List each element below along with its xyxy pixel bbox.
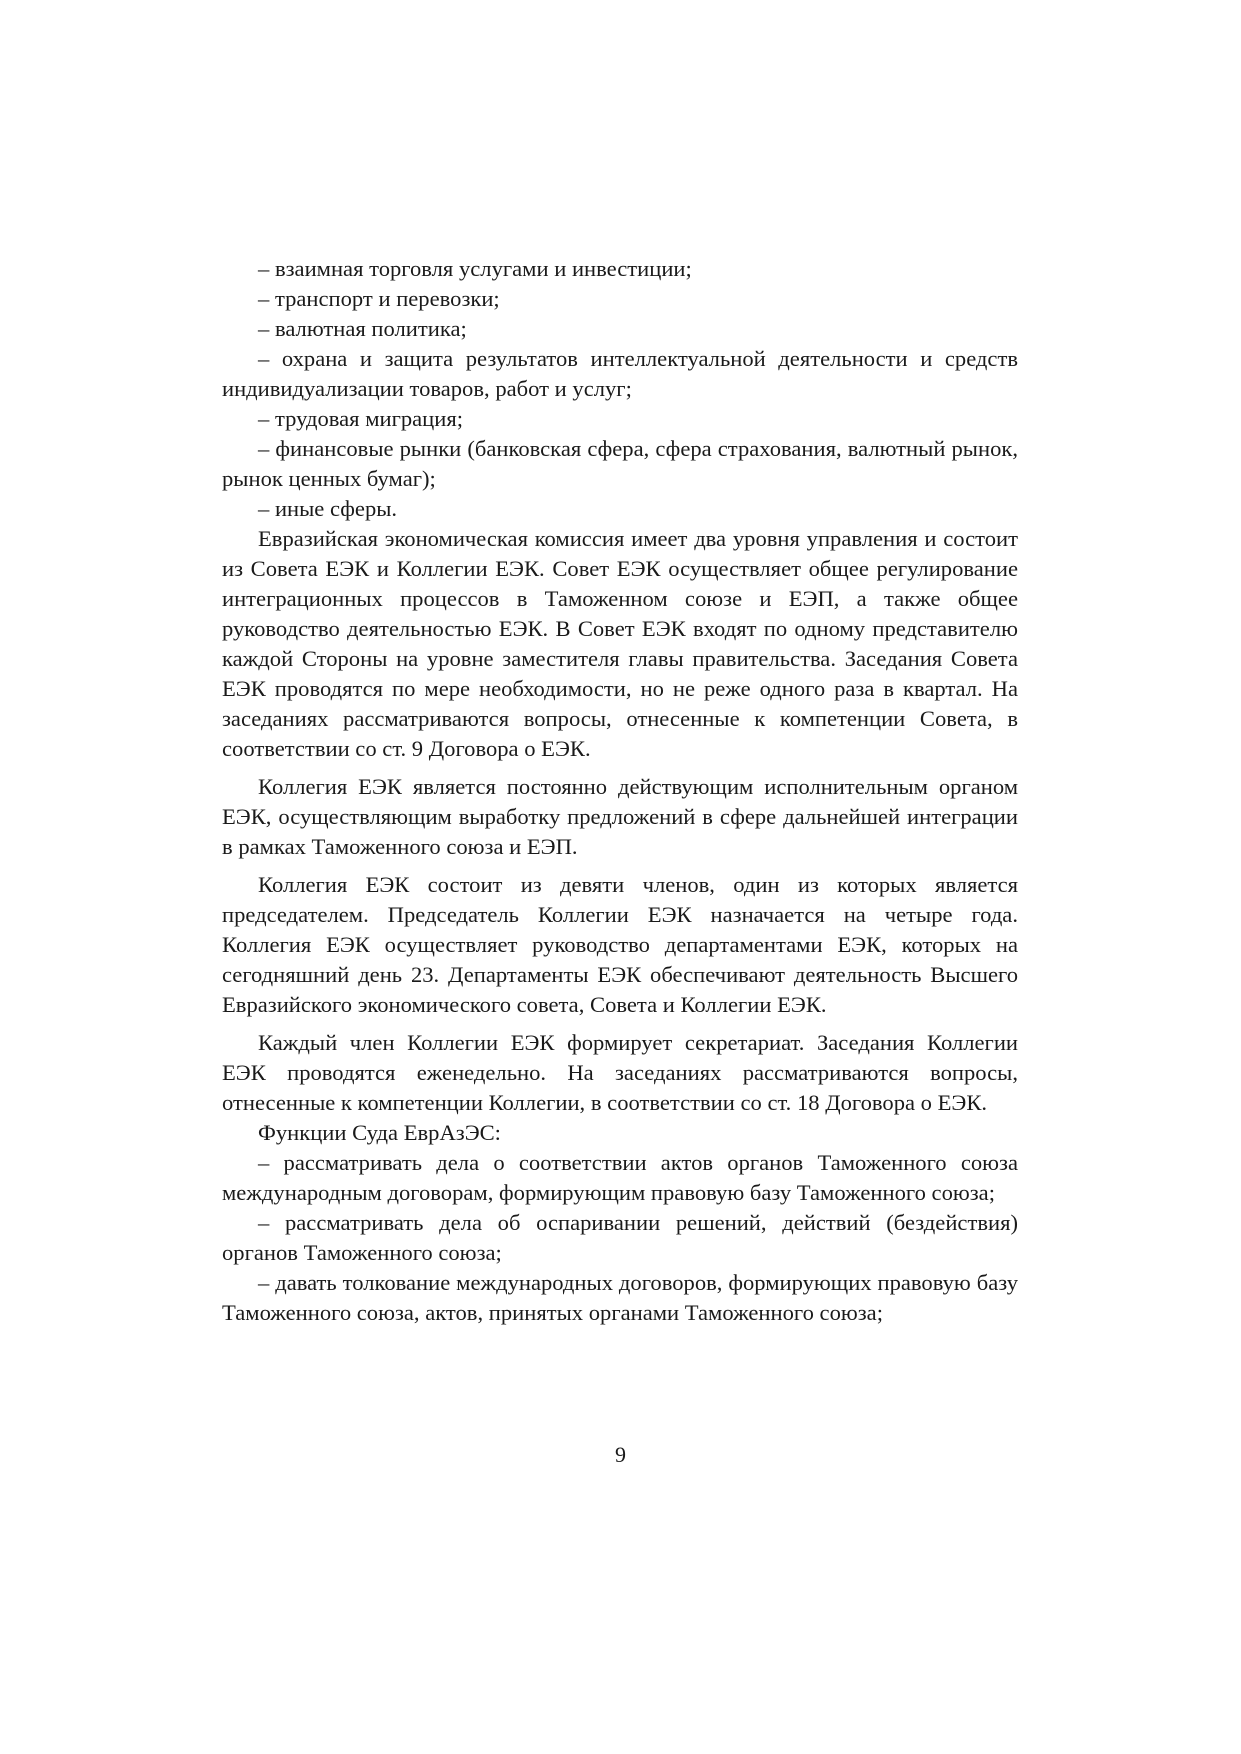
list-item-other-spheres: – иные сферы.: [258, 496, 398, 521]
list-item-labor-migration: – трудовая миграция;: [258, 406, 464, 431]
list-item-transport: – транспорт и перевозки;: [258, 286, 500, 311]
paragraph-eec-council: Евразийская экономическая комиссия имеет два уровня управления и состоит из Совета ЕЭК и Коллегии ЕЭК. Совет ЕЭК осуществляет общее регулирование интеграционных процессов в Таможенном союзе и ЕЭП, а также общее руководство деятельностью ЕЭК. В Совет ЕЭК входят по одному представителю каждой Стороны на уровне заместителя главы правительства. Заседания Совета ЕЭК проводятся по мере необходимости, но не реже одного раза в квартал. На заседаниях рассматриваются вопросы, отнесенные к компетенции Совета, в соответствии со ст. 9 Договора о ЕЭК.: [222, 526, 1018, 761]
list-item-court-interpretation: – давать толкование международных договоров, формирующих правовую базу Таможенного союза, актов, принятых органами Таможенного союза;: [222, 1270, 1018, 1325]
list-item-court-conformity: – рассматривать дела о соответствии актов органов Таможенного союза международным договорам, формирующим правовую базу Таможенного союза;: [222, 1150, 1018, 1205]
list-item-court-appeals: – рассматривать дела об оспаривании решений, действий (бездействия) органов Таможенного союза;: [222, 1210, 1018, 1265]
list-item-services-trade: – взаимная торговля услугами и инвестиции;: [258, 256, 692, 281]
list-item-currency-policy: – валютная политика;: [258, 316, 467, 341]
paragraph-eec-secretariat: Каждый член Коллегии ЕЭК формирует секретариат. Заседания Коллегии ЕЭК проводятся еженедельно. На заседаниях рассматриваются вопросы, отнесенные к компетенции Коллегии, в соответствии со ст. 18 Договора о ЕЭК.: [222, 1030, 1018, 1115]
page-number: 9: [615, 1442, 626, 1467]
list-item-intellectual-property: – охрана и защита результатов интеллектуальной деятельности и средств индивидуализации товаров, работ и услуг;: [222, 346, 1018, 401]
paragraph-eec-board: Коллегия ЕЭК является постоянно действующим исполнительным органом ЕЭК, осуществляющим выработку предложений в сфере дальнейшей интеграции в рамках Таможенного союза и ЕЭП.: [222, 774, 1018, 859]
body-text: [222, 254, 1018, 1328]
paragraph-court-functions-heading: Функции Суда ЕврАзЭС:: [258, 1120, 501, 1145]
paragraph-eec-board-members: Коллегия ЕЭК состоит из девяти членов, один из которых является председателем. Председатель Коллегии ЕЭК назначается на четыре года. Коллегия ЕЭК осуществляет руководство департаментами ЕЭК, которых на сегодняшний день 23. Департаменты ЕЭК обеспечивают деятельность Высшего Евразийского экономического совета, Совета и Коллегии ЕЭК.: [222, 872, 1018, 1017]
list-item-financial-markets: – финансовые рынки (банковская сфера, сфера страхования, валютный рынок, рынок ценных бумаг);: [222, 436, 1018, 491]
